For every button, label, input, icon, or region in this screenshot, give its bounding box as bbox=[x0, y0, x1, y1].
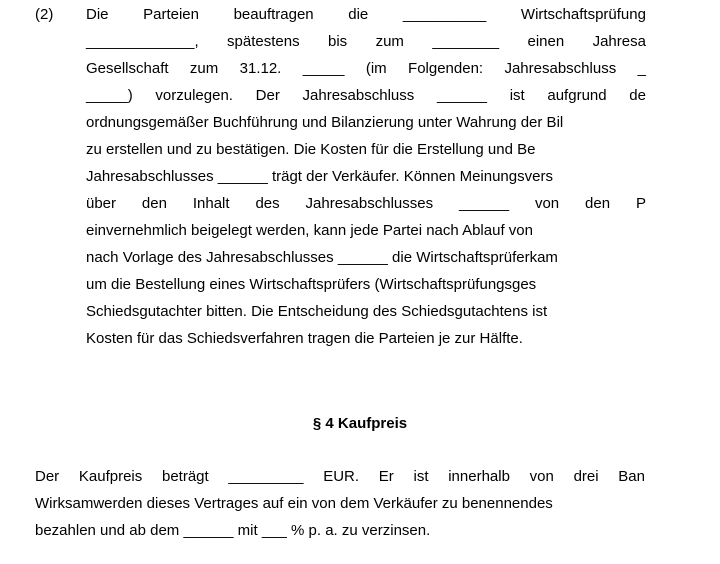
text-line bbox=[86, 221, 533, 248]
text-word: __________ bbox=[402, 6, 487, 23]
text-word: aufgrund bbox=[547, 87, 607, 104]
text-word: Jahresabschlusses bbox=[305, 195, 434, 212]
text-word: P bbox=[635, 195, 646, 212]
text-word: Gesellschaft bbox=[86, 60, 169, 77]
text-word: zum bbox=[375, 33, 404, 50]
text-word: Er bbox=[378, 468, 394, 485]
text-word: ______ bbox=[436, 87, 487, 104]
text-word: einvernehmlich beigelegt werden, kann jede Partei nach Ablauf von bbox=[86, 222, 533, 239]
text-word: um die Bestellung eines Wirtschaftsprüfers (Wirtschaftsprüfungsges bbox=[86, 276, 537, 293]
text-line bbox=[86, 32, 646, 59]
text-word: den bbox=[585, 195, 611, 212]
text-word: Parteien bbox=[143, 6, 199, 23]
text-word: ______ bbox=[458, 195, 510, 212]
section-heading-kaufpreis: § 4 Kaufpreis bbox=[312, 415, 408, 432]
text-word: Jahresabschluss bbox=[504, 60, 617, 77]
text-word: 31.12. bbox=[239, 60, 282, 77]
text-word: Die bbox=[86, 6, 109, 23]
text-word: _____ bbox=[302, 60, 345, 77]
text-word: bezahlen und ab dem ______ mit ___ % p. a. zu verzinsen. bbox=[35, 522, 431, 539]
text-word: Folgenden: bbox=[408, 60, 484, 77]
text-word: des bbox=[255, 195, 280, 212]
text-word: nach Vorlage des Jahresabschlusses ______ die Wirtschaftsprüferkam bbox=[86, 249, 558, 266]
text-line bbox=[35, 521, 430, 548]
text-word: die bbox=[348, 6, 369, 23]
text-word: vorzulegen. bbox=[155, 87, 233, 104]
text-word: Jahresabschlusses ______ trägt der Verkäufer. Können Meinungsvers bbox=[86, 168, 553, 185]
text-word: Kosten für das Schiedsverfahren tragen die Parteien je zur Hälfte. bbox=[86, 330, 523, 347]
text-word: innerhalb bbox=[448, 468, 510, 485]
text-word: einen bbox=[527, 33, 565, 50]
text-word: Ban bbox=[618, 468, 645, 485]
text-word: _ bbox=[637, 60, 646, 77]
text-line bbox=[86, 275, 536, 302]
text-word: beträgt bbox=[161, 468, 209, 485]
text-line bbox=[86, 59, 646, 86]
text-word: Jahresabschluss bbox=[302, 87, 415, 104]
text-word: Wirtschaftsprüfung bbox=[520, 6, 646, 23]
text-word: EUR. bbox=[323, 468, 360, 485]
text-word: _____) bbox=[86, 87, 133, 104]
text-word: Der bbox=[35, 468, 60, 485]
text-word: bis bbox=[327, 33, 348, 50]
text-word: Inhalt bbox=[192, 195, 230, 212]
text-word: Der bbox=[255, 87, 280, 104]
text-line bbox=[86, 86, 646, 113]
text-line bbox=[86, 140, 535, 167]
text-word: zu erstellen und zu bestätigen. Die Kosten für die Erstellung und Be bbox=[86, 141, 536, 158]
text-word: ________ bbox=[432, 33, 500, 50]
text-line bbox=[86, 113, 563, 140]
text-word: Schiedsgutachter bitten. Die Entscheidung des Schiedsgutachtens ist bbox=[86, 303, 548, 320]
text-line bbox=[86, 194, 646, 221]
text-word: ordnungsgemäßer Buchführung und Bilanzierung unter Wahrung der Bil bbox=[86, 114, 564, 131]
text-line bbox=[86, 329, 523, 356]
text-word: von bbox=[534, 195, 560, 212]
text-word: über bbox=[86, 195, 117, 212]
text-line bbox=[86, 167, 553, 194]
text-line bbox=[35, 467, 645, 494]
text-word: (im bbox=[365, 60, 387, 77]
text-line bbox=[35, 494, 553, 521]
text-line bbox=[86, 248, 558, 275]
text-word: _____________, bbox=[86, 33, 199, 50]
paragraph-number: (2) bbox=[35, 6, 54, 23]
text-word: ist bbox=[413, 468, 429, 485]
text-word: Jahresa bbox=[592, 33, 646, 50]
text-word: von bbox=[529, 468, 554, 485]
text-word: den bbox=[141, 195, 167, 212]
text-line bbox=[86, 302, 547, 329]
text-word: drei bbox=[573, 468, 599, 485]
text-word: de bbox=[629, 87, 646, 104]
text-word: _________ bbox=[228, 468, 304, 485]
text-word: spätestens bbox=[227, 33, 300, 50]
text-word: Wirksamwerden dieses Vertrages auf ein von dem Verkäufer zu benennendes bbox=[35, 495, 553, 512]
text-word: beauftragen bbox=[233, 6, 314, 23]
text-line bbox=[86, 5, 646, 32]
text-word: ist bbox=[509, 87, 525, 104]
text-word: zum bbox=[189, 60, 219, 77]
text-word: Kaufpreis bbox=[78, 468, 143, 485]
